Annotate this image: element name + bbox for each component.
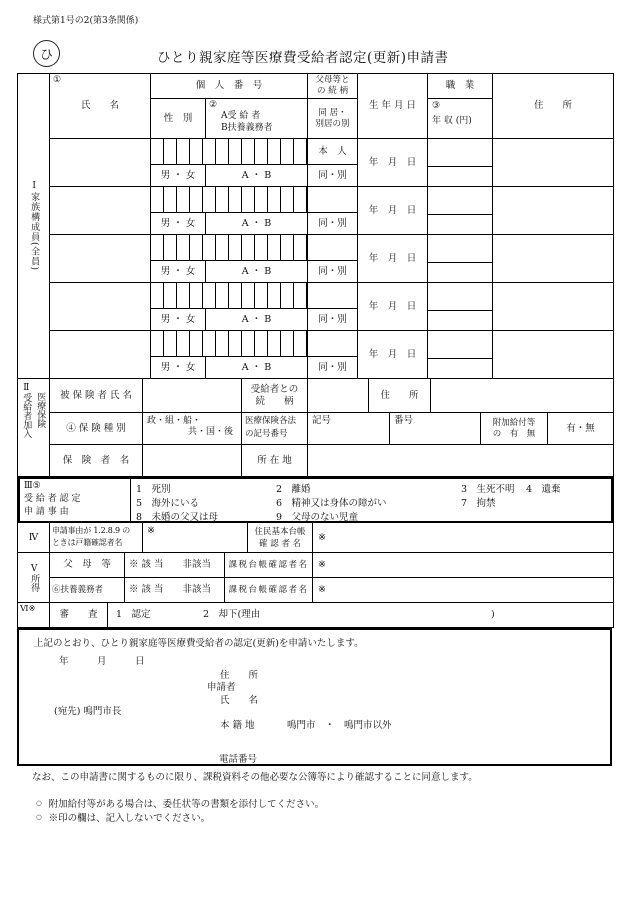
- parents-tax-field[interactable]: [313, 553, 613, 578]
- reason-option-5[interactable]: 5 海外にいる: [136, 498, 200, 509]
- insurance-law-label-cell: [242, 413, 308, 445]
- insurer-field[interactable]: [143, 445, 242, 477]
- registry-label-cell: [248, 523, 313, 553]
- declaration-box: [17, 628, 612, 766]
- insured-name-label-cell: [50, 379, 143, 413]
- section2-row-label-col1: Ⅱ受給者加入: [21, 383, 32, 438]
- birthdate-placeholder: 年 月 日: [368, 156, 417, 168]
- living-options: 同・別: [318, 361, 347, 373]
- section3-label-line2: 受 給 者 認 定: [24, 494, 81, 504]
- gender-options: 男 ・ 女: [160, 313, 196, 325]
- income-field-1[interactable]: [428, 167, 493, 187]
- birthdate-field-3[interactable]: [358, 235, 428, 283]
- dependents-tax-label: 課税台帳確認者名: [228, 584, 309, 595]
- registry-label-line1: 住民基本台帳: [254, 526, 306, 537]
- insurance-symbol-field[interactable]: [308, 413, 390, 445]
- insurance-type-label-cell: [50, 413, 143, 445]
- dependents-label-cell: [50, 578, 125, 603]
- ab-choice-5[interactable]: [206, 357, 308, 379]
- reason-option-2[interactable]: 2 離婚: [276, 484, 311, 495]
- occupation-field-4[interactable]: [428, 283, 493, 311]
- section3-label-line3: 申 請 事 由: [24, 507, 69, 517]
- ab-options: A ・ B: [241, 313, 272, 325]
- hi-stamp-circle: [33, 40, 60, 67]
- insurance-kinds-line2: 共・国・後: [187, 427, 233, 438]
- relation-field-2[interactable]: [308, 187, 358, 213]
- living-options: 同・別: [318, 169, 347, 181]
- section4-row-label: Ⅳ: [28, 531, 39, 543]
- declaration-date-field[interactable]: 年 月 日: [59, 656, 145, 667]
- dependents-label: ⑥扶養義務者: [52, 584, 104, 595]
- header-recipient-a: A受 給 者: [221, 111, 261, 122]
- additional-benefit-line2: の 有 無: [492, 428, 536, 439]
- section5-row-label: Ⅴ所得: [29, 563, 40, 592]
- insurance-number-field[interactable]: [390, 413, 481, 445]
- review-options-cell: [108, 603, 613, 627]
- header-gender-label: 性 別: [163, 112, 193, 124]
- personal-number-field-1[interactable]: [151, 139, 308, 165]
- note-attachment-text: 附加給付等がある場合は、委任状等の書類を添付してください。: [48, 799, 325, 810]
- official-use-mark: ※: [318, 559, 326, 571]
- parents-check-options: ※ 該 当 非該当: [129, 559, 212, 571]
- insurance-symbol-label: 記号: [312, 415, 332, 426]
- reason-option-6[interactable]: 6 精神又は身体の障がい: [276, 498, 387, 509]
- relation-self-label: 本 人: [318, 145, 347, 157]
- official-use-mark: ※: [147, 525, 155, 536]
- living-choice-2[interactable]: [308, 213, 358, 235]
- location-field[interactable]: [308, 445, 613, 477]
- section3-row-label-cell: [20, 479, 131, 521]
- ab-choice-4[interactable]: [206, 309, 308, 331]
- header-income-cell: [428, 99, 493, 139]
- review-label-cell: [50, 603, 108, 627]
- birthdate-placeholder: 年 月 日: [368, 204, 417, 216]
- name-field-3[interactable]: [50, 235, 151, 283]
- section3-mark: Ⅲ⑤: [24, 481, 41, 491]
- section5-row-label-cell: [18, 553, 50, 603]
- bullet-icon: ○: [36, 813, 42, 821]
- additional-benefit-options: 有・無: [566, 422, 595, 434]
- insurance-number-label: 番号: [394, 415, 414, 426]
- address-field-1[interactable]: [493, 139, 613, 187]
- insurer-label-cell: [50, 445, 143, 477]
- recipient-relation-line2: 続 柄: [255, 395, 294, 407]
- address-field-2[interactable]: [493, 187, 613, 235]
- section6-row-label-cell: [18, 603, 50, 627]
- section6-row-label: Ⅵ※: [20, 604, 36, 614]
- registry-confirm-field[interactable]: [313, 523, 613, 553]
- personal-number-field-5[interactable]: [151, 331, 308, 357]
- relation-field-3[interactable]: [308, 235, 358, 261]
- insurance-kinds-line1: 政・組・船・: [147, 416, 202, 426]
- address-field-4[interactable]: [493, 283, 613, 331]
- koseki-condition-line1: 申請事由が 1.2.8.9 の: [52, 526, 131, 535]
- koseki-condition-cell: [50, 523, 143, 553]
- income-field-5[interactable]: [428, 359, 493, 379]
- living-choice-3[interactable]: [308, 261, 358, 283]
- section1-row-label-cell: [18, 74, 50, 379]
- ab-options: A ・ B: [241, 217, 272, 229]
- insurance-address-label-cell: [369, 379, 431, 413]
- parents-check-choice[interactable]: [125, 553, 225, 578]
- insurance-law-line1: 医療保険各法: [245, 416, 297, 426]
- gender-options: 男 ・ 女: [160, 265, 196, 277]
- section1-row-label: Ⅰ家族構成員(全員): [29, 180, 40, 272]
- reason-option-1[interactable]: 1 死別: [136, 484, 171, 495]
- header-occupation-cell: [428, 74, 493, 99]
- gender-choice-4[interactable]: [151, 309, 206, 331]
- occupation-field-1[interactable]: [428, 139, 493, 167]
- occupation-field-2[interactable]: [428, 187, 493, 215]
- addressee-label: (宛先) 鳴門市長: [54, 706, 122, 717]
- consent-note: なお、この申請書に関するものに限り、課税資料その他必要な公簿等により確認することに同意します。: [32, 772, 478, 783]
- living-options: 同・別: [318, 313, 347, 325]
- review-option-approve[interactable]: 1 認定: [116, 609, 151, 620]
- ab-options: A ・ B: [241, 361, 272, 373]
- mark-2: ②: [209, 100, 218, 110]
- living-options: 同・別: [318, 217, 347, 229]
- declaration-address-label: 住 所: [220, 670, 259, 681]
- review-close-paren: ): [491, 609, 495, 620]
- birthdate-placeholder: 年 月 日: [368, 300, 417, 312]
- relation-field-5[interactable]: [308, 331, 358, 357]
- birthdate-field-1[interactable]: [358, 139, 428, 187]
- declaration-name-label: 氏 名: [220, 695, 259, 706]
- header-birthdate-label: 生 年 月 日: [368, 100, 417, 112]
- review-label: 審 査: [59, 609, 98, 621]
- header-living-line2: 別居の別: [315, 118, 350, 129]
- application-table: [17, 73, 614, 628]
- income-field-3[interactable]: [428, 263, 493, 283]
- header-personal-number-cell: [151, 74, 308, 99]
- page-title: ひとり親家庭等医療費受給者認定(更新)申請書: [157, 50, 449, 66]
- header-personal-number-label: 個 人 番 号: [195, 80, 263, 92]
- header-address-cell: [493, 74, 613, 139]
- koseki-condition-line2: ときは戸籍確認者名: [52, 538, 123, 547]
- living-choice-4[interactable]: [308, 309, 358, 331]
- living-options: 同・別: [318, 265, 347, 277]
- note-do-not-fill-text: ※印の欄は、記入しないでください。: [48, 813, 211, 824]
- mark-3: ③: [432, 101, 441, 111]
- name-field-4[interactable]: [50, 283, 151, 331]
- domicile-choice[interactable]: 鳴門市 ・ 鳴門市以外: [287, 720, 392, 731]
- additional-benefit-choice[interactable]: [548, 413, 613, 445]
- gender-options: 男 ・ 女: [160, 169, 196, 181]
- header-living-cell: [308, 99, 358, 139]
- dependents-check-options: ※ 該 当 非該当: [129, 584, 212, 596]
- note-attachment: [36, 796, 324, 810]
- official-use-mark: ※: [318, 584, 326, 596]
- header-birthdate-cell: [358, 74, 428, 139]
- reason-option-7[interactable]: 7 拘禁: [461, 498, 496, 509]
- header-relation-line2: の 続 柄: [317, 86, 348, 96]
- header-relation-cell: [308, 74, 358, 99]
- header-address-label: 住 所: [533, 100, 572, 112]
- location-label: 所 在 地: [257, 454, 292, 466]
- parents-tax-label-cell: [225, 553, 313, 578]
- birthdate-field-5[interactable]: [358, 331, 428, 379]
- header-living-line1: 同 居・: [318, 107, 347, 118]
- location-label-cell: [242, 445, 308, 477]
- name-field-2[interactable]: [50, 187, 151, 235]
- header-recipient-b: B扶養義務者: [221, 122, 273, 133]
- header-gender-cell: [151, 99, 206, 139]
- note-do-not-fill: [36, 810, 210, 824]
- income-field-2[interactable]: [428, 215, 493, 235]
- gender-options: 男 ・ 女: [160, 361, 196, 373]
- recipient-relation-line1: 受給者との: [250, 383, 299, 395]
- header-recipient-cell: [206, 99, 308, 139]
- personal-number-field-2[interactable]: [151, 187, 308, 213]
- parents-tax-label: 課税台帳確認者名: [228, 559, 309, 570]
- birthdate-placeholder: 年 月 日: [368, 348, 417, 360]
- insured-name-label: 被 保 険 者 氏 名: [59, 389, 133, 401]
- insurance-address-field[interactable]: [431, 379, 613, 413]
- occupation-field-5[interactable]: [428, 331, 493, 359]
- insurer-label: 保 険 者 名: [62, 454, 130, 466]
- dependents-check-choice[interactable]: [125, 578, 225, 603]
- gender-choice-3[interactable]: [151, 261, 206, 283]
- income-field-4[interactable]: [428, 311, 493, 331]
- review-option-reject[interactable]: 2 却下(理由: [203, 609, 261, 620]
- birthdate-field-2[interactable]: [358, 187, 428, 235]
- relation-field-4[interactable]: [308, 283, 358, 309]
- additional-benefit-line1: 附加給付等: [492, 417, 536, 428]
- bullet-icon: ○: [36, 799, 42, 807]
- dependents-tax-field[interactable]: [313, 578, 613, 603]
- personal-number-field-4[interactable]: [151, 283, 308, 309]
- header-occupation-label: 職 業: [445, 80, 475, 92]
- section2-row-label-col2: 医療保険: [35, 392, 46, 428]
- ab-choice-1[interactable]: [206, 165, 308, 187]
- header-name-label: 氏 名: [80, 100, 119, 112]
- registry-label-line2: 確 認 者 名: [258, 538, 302, 549]
- reason-option-8[interactable]: 8 未婚の父又は母: [136, 512, 219, 523]
- living-choice-1[interactable]: [308, 165, 358, 187]
- section3-options-cell: [131, 479, 611, 521]
- official-use-mark: ※: [318, 531, 326, 543]
- ab-choice-2[interactable]: [206, 213, 308, 235]
- parents-label: 父 母 等: [63, 559, 111, 571]
- gender-choice-1[interactable]: [151, 165, 206, 187]
- recipient-relation-label-cell: [242, 379, 308, 413]
- parents-label-cell: [50, 553, 125, 578]
- ab-choice-3[interactable]: [206, 261, 308, 283]
- insurance-type-label: ④ 保 険 種 別: [66, 422, 126, 434]
- occupation-field-3[interactable]: [428, 235, 493, 263]
- domicile-label: 本 籍 地: [220, 720, 255, 731]
- gender-options: 男 ・ 女: [160, 217, 196, 229]
- koseki-confirm-field[interactable]: [143, 523, 248, 553]
- gender-choice-2[interactable]: [151, 213, 206, 235]
- reason-option-4[interactable]: 4 遺棄: [526, 484, 561, 495]
- personal-number-field-3[interactable]: [151, 235, 308, 261]
- reason-option-3[interactable]: 3 生死不明: [461, 484, 515, 495]
- insurance-address-label: 住 所: [380, 389, 419, 401]
- recipient-relation-field[interactable]: [308, 379, 369, 413]
- gender-choice-5[interactable]: [151, 357, 206, 379]
- additional-benefit-label-cell: [481, 413, 548, 445]
- reason-option-9[interactable]: 9 父母のない児童: [276, 512, 359, 523]
- birthdate-placeholder: 年 月 日: [368, 252, 417, 264]
- insurance-law-line2: の記号番号: [245, 428, 288, 439]
- section3-box: [18, 477, 613, 523]
- insured-name-field[interactable]: [143, 379, 242, 413]
- declaration-statement: 上記のとおり、ひとり親家庭等医療費受給者の認定(更新)を申請いたします。: [34, 638, 364, 649]
- section4-row-label-cell: [18, 523, 50, 553]
- insurance-type-choice[interactable]: [143, 413, 242, 445]
- section2-row-label-cell: [18, 379, 50, 477]
- hi-stamp-text: ひ: [39, 48, 53, 63]
- relation-self-cell-1: [308, 139, 358, 165]
- name-field-1[interactable]: [50, 139, 151, 187]
- address-field-5[interactable]: [493, 331, 613, 379]
- address-field-3[interactable]: [493, 235, 613, 283]
- birthdate-field-4[interactable]: [358, 283, 428, 331]
- form-number: 様式第1号の2(第3条関係): [33, 16, 139, 26]
- header-income-label: 年 収 (円): [432, 116, 472, 127]
- phone-label: 電話番号: [219, 754, 258, 765]
- living-choice-5[interactable]: [308, 357, 358, 379]
- applicant-label: 申請者: [207, 682, 236, 693]
- header-name-cell: [50, 74, 151, 139]
- ab-options: A ・ B: [241, 265, 272, 277]
- mark-1: ①: [53, 75, 62, 85]
- ab-options: A ・ B: [241, 169, 272, 181]
- name-field-5[interactable]: [50, 331, 151, 379]
- header-relation-line1: 父母等と: [315, 75, 350, 86]
- dependents-tax-label-cell: [225, 578, 313, 603]
